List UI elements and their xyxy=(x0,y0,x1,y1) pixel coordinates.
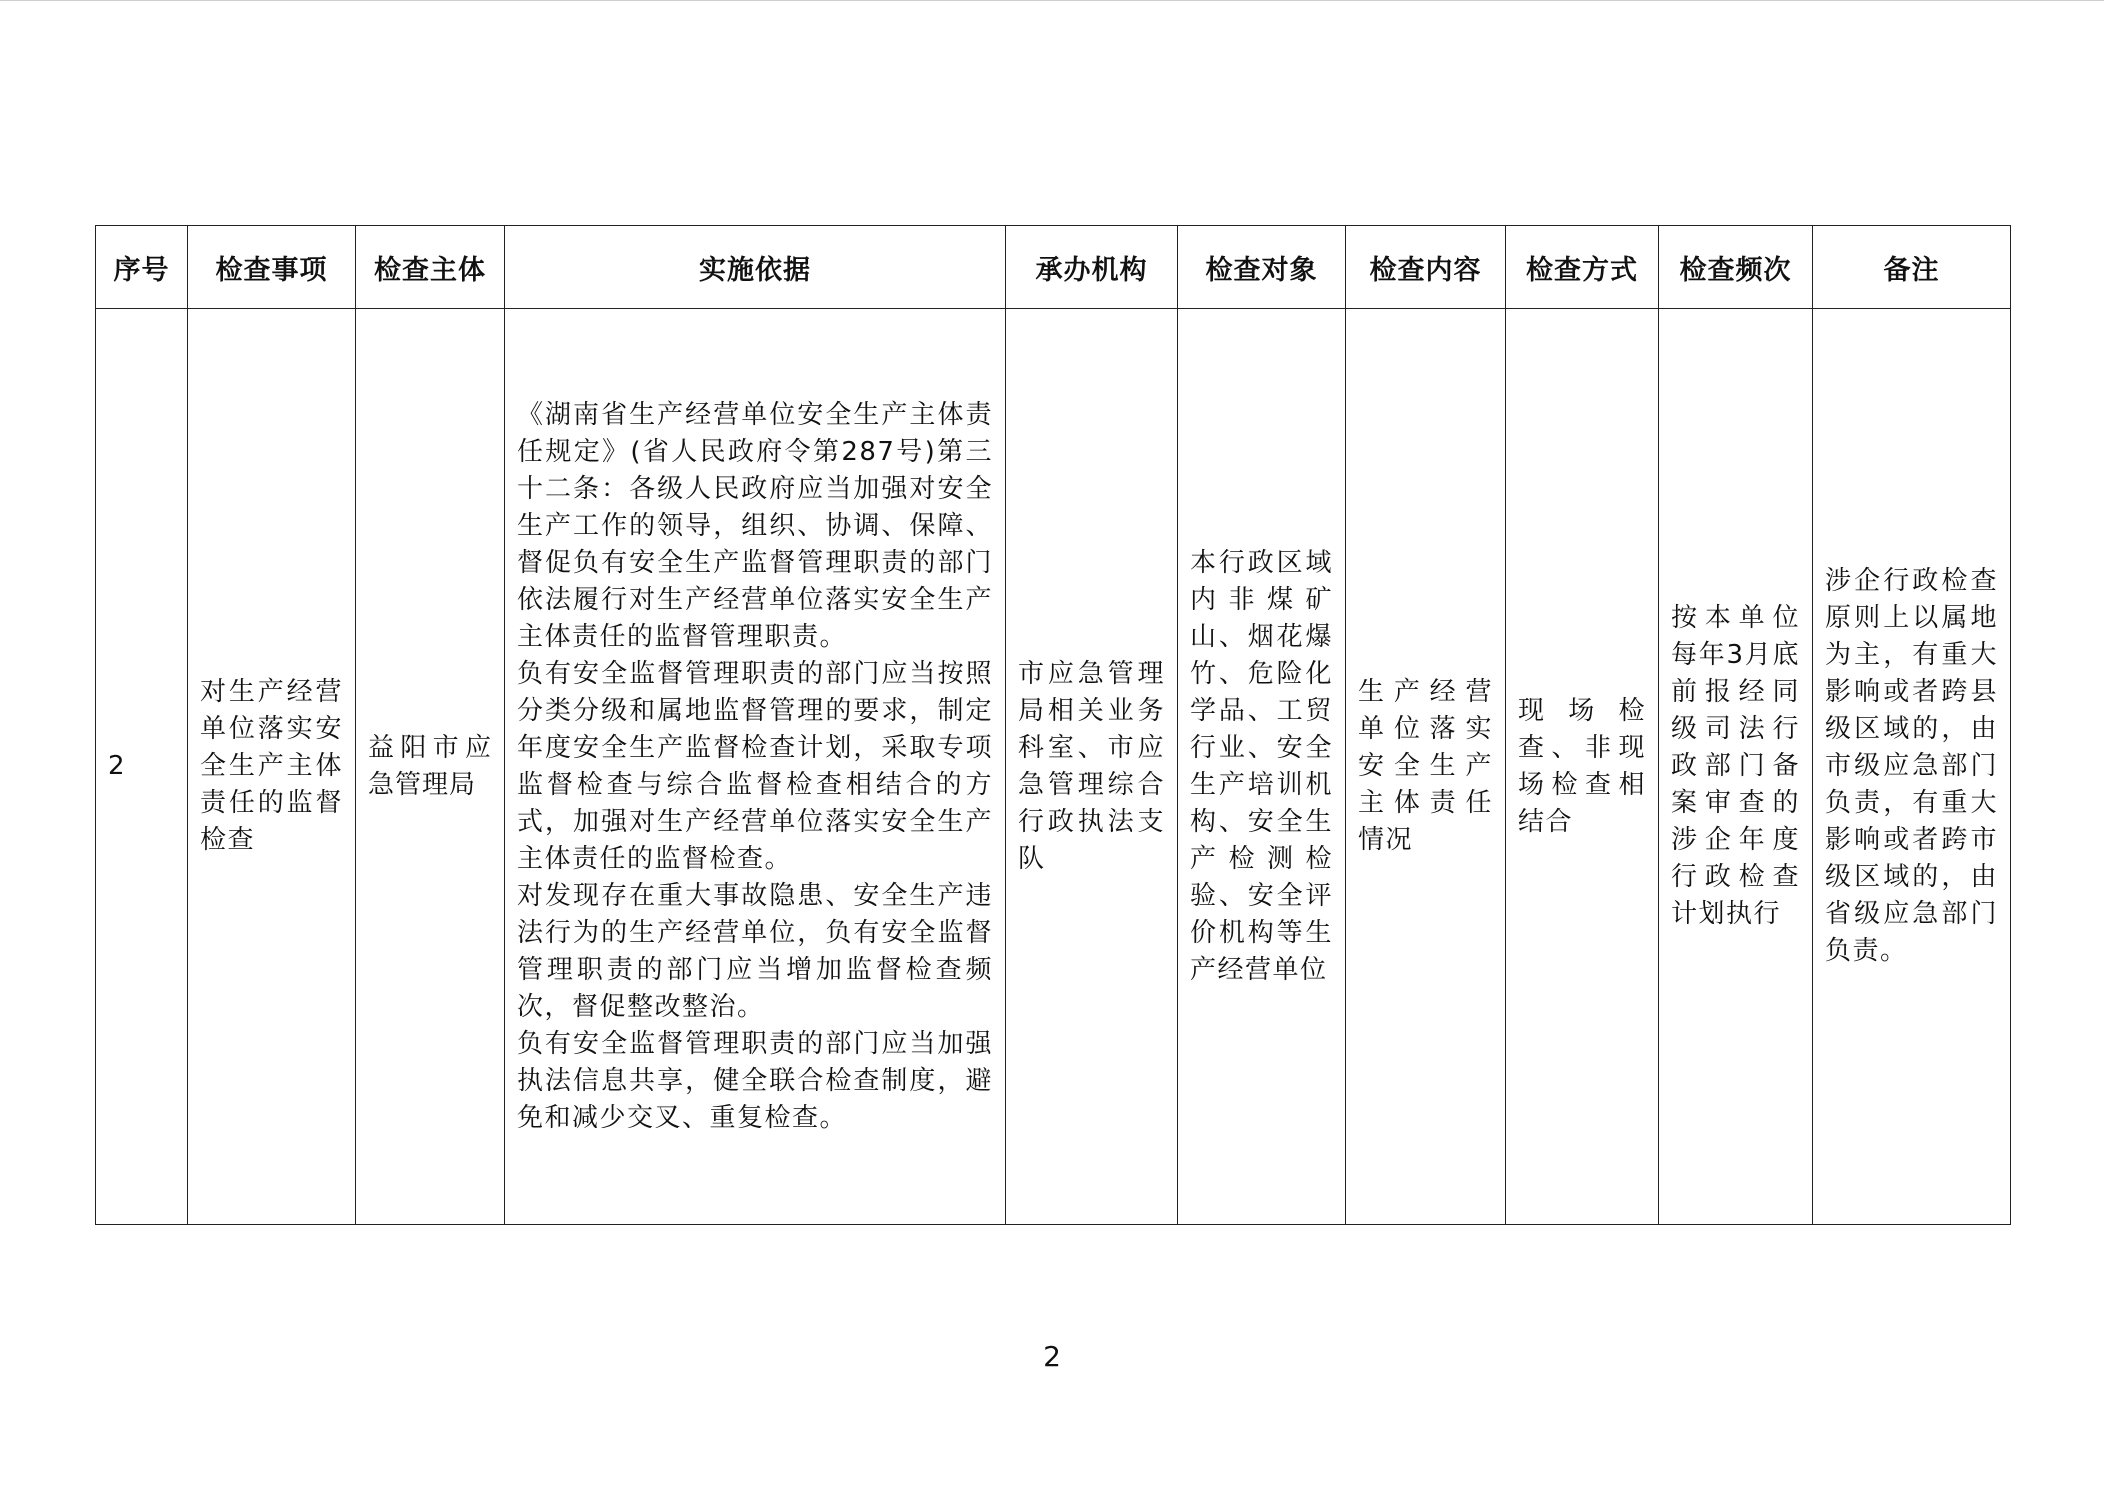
cell-content: 生产经营单位落实安全生产主体责任情况 xyxy=(1346,309,1506,1225)
cell-agency: 市应急管理局相关业务科室、市应急管理综合行政执法支队 xyxy=(1006,309,1178,1225)
header-remarks: 备注 xyxy=(1813,226,2011,309)
table-row xyxy=(96,309,2011,1225)
inspection-table xyxy=(95,225,2011,1225)
header-agency: 承办机构 xyxy=(1006,226,1178,309)
header-method: 检查方式 xyxy=(1506,226,1659,309)
cell-basis xyxy=(505,309,1006,1225)
basis-paragraph: 对发现存在重大事故隐患、安全生产违法行为的生产经营单位，负有安全监督管理职责的部门应当增加监督检查频次，督促整改整治。 xyxy=(517,880,993,1022)
cell-target: 本行政区域内非煤矿山、烟花爆竹、危险化学品、工贸行业、安全生产培训机构、安全生产检测检验、安全评价机构等生产经营单位 xyxy=(1178,309,1346,1225)
header-content: 检查内容 xyxy=(1346,226,1506,309)
header-row xyxy=(96,226,2011,309)
header-subject: 检查主体 xyxy=(356,226,505,309)
basis-paragraph: 负有安全监督管理职责的部门应当按照分类分级和属地监督管理的要求，制定年度安全生产监督检查计划，采取专项监督检查与综合监督检查相结合的方式，加强对生产经营单位落实安全生产主体责任的监督检查。 xyxy=(517,658,993,874)
cell-method: 现场检查、非现场检查相结合 xyxy=(1506,309,1659,1225)
header-target: 检查对象 xyxy=(1178,226,1346,309)
cell-seq: 2 xyxy=(96,309,188,1225)
header-item: 检查事项 xyxy=(188,226,356,309)
header-basis: 实施依据 xyxy=(505,226,1006,309)
header-seq: 序号 xyxy=(96,226,188,309)
cell-subject: 益阳市应急管理局 xyxy=(356,309,505,1225)
header-frequency: 检查频次 xyxy=(1659,226,1813,309)
cell-frequency: 按本单位每年3月底前报经同级司法行政部门备案审查的涉企年度行政检查计划执行 xyxy=(1659,309,1813,1225)
page-number: 2 xyxy=(1043,1340,1061,1373)
cell-item: 对生产经营单位落实安全生产主体责任的监督检查 xyxy=(188,309,356,1225)
cell-remarks: 涉企行政检查原则上以属地为主，有重大影响或者跨县级区域的，由市级应急部门负责，有重大影响或者跨市级区域的，由省级应急部门负责。 xyxy=(1813,309,2011,1225)
basis-paragraph: 负有安全监督管理职责的部门应当加强执法信息共享，健全联合检查制度，避免和减少交叉、重复检查。 xyxy=(517,1028,993,1133)
basis-paragraph: 《湖南省生产经营单位安全生产主体责任规定》(省人民政府令第287号)第三十二条：各级人民政府应当加强对安全生产工作的领导，组织、协调、保障、督促负有安全生产监督管理职责的部门依法履行对生产经营单位落实安全生产主体责任的监督管理职责。 xyxy=(517,399,993,652)
